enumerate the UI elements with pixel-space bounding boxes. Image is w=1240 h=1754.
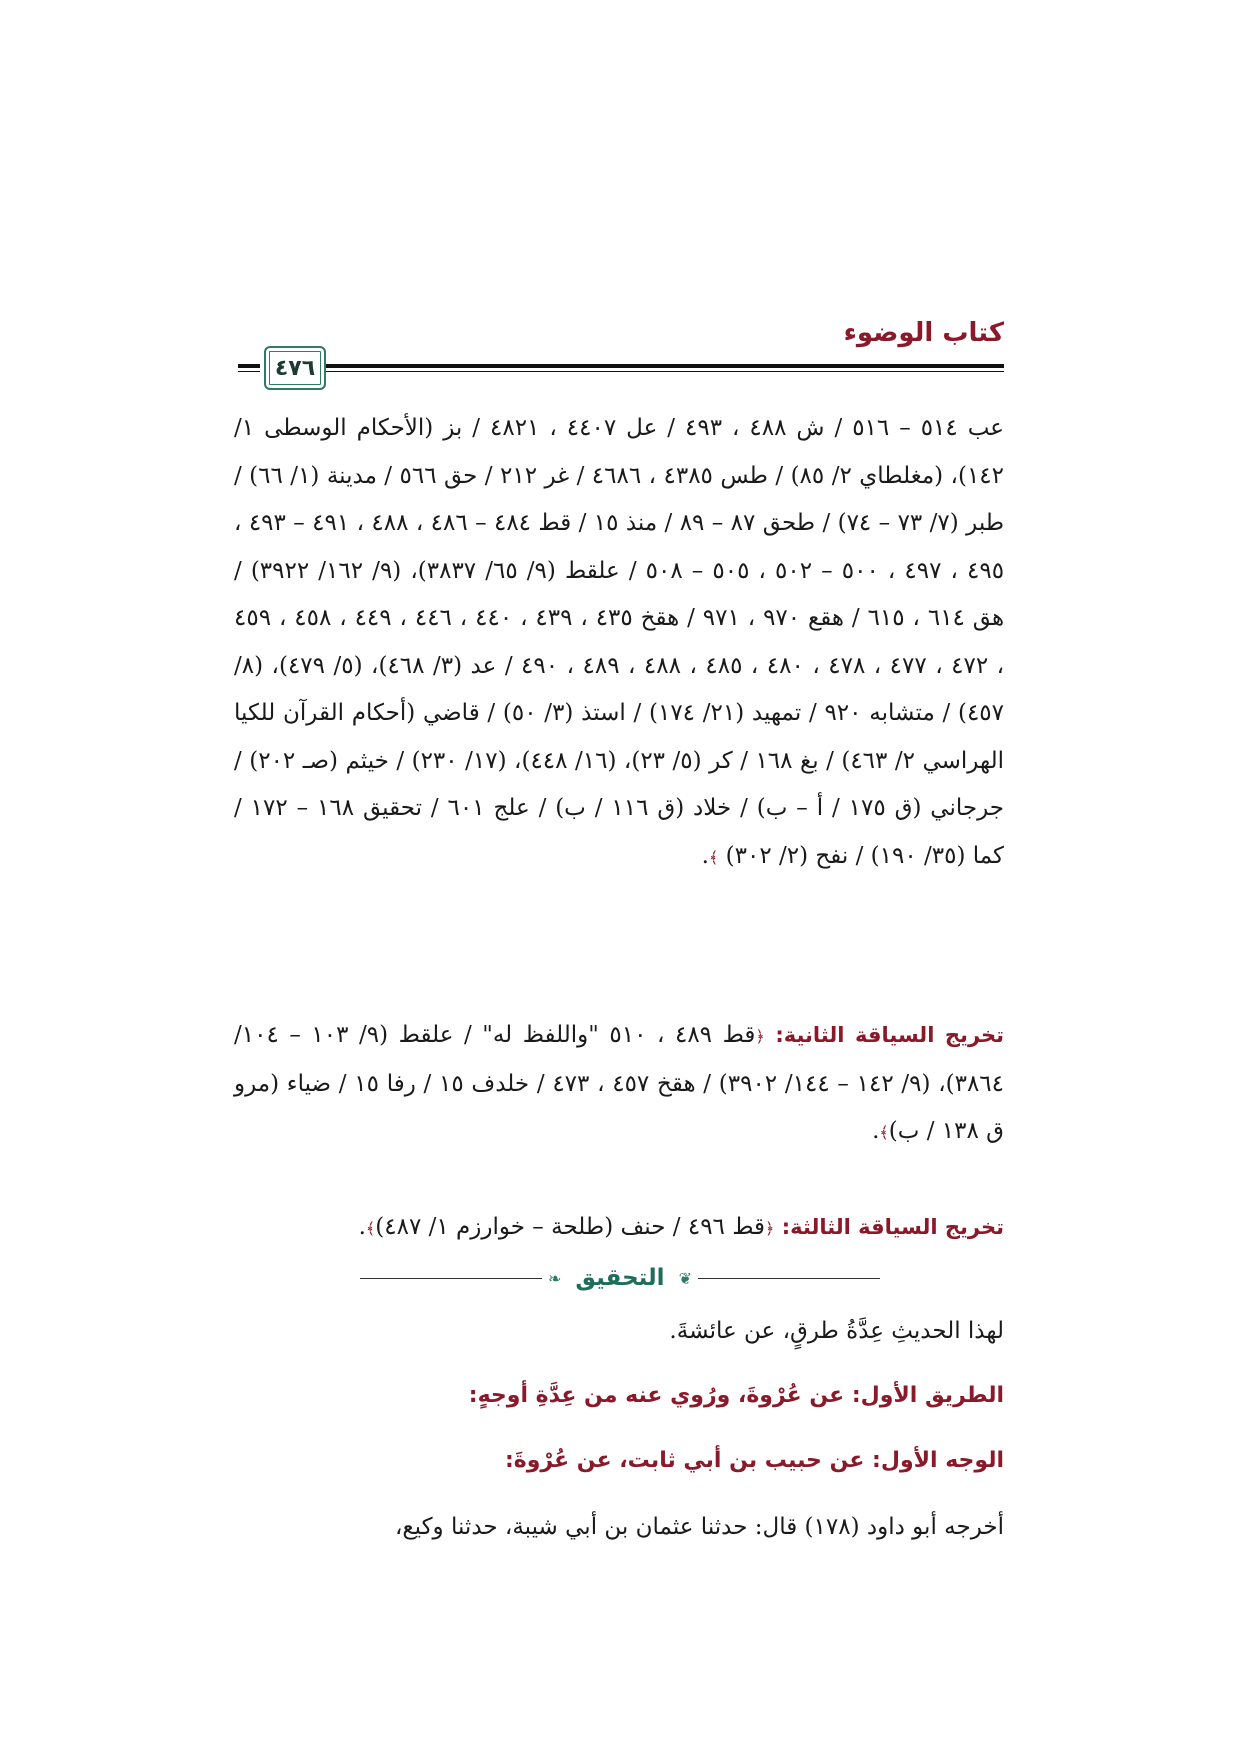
page-header bbox=[238, 318, 1004, 380]
page-number: ٤٧٦ bbox=[274, 355, 316, 381]
divider-title: التحقيق bbox=[575, 1265, 665, 1291]
ornament-open-3: ﴿ bbox=[765, 1219, 775, 1238]
section-3-paragraph: تخريج السياقة الثالثة: ﴿قط ٤٩٦ / حنف (طلحة – خوارزم ١/ ٤٨٧)﴾. bbox=[358, 1214, 1004, 1240]
references-paragraph: عب ٥١٤ – ٥١٦ / ش ٤٨٨ ، ٤٩٣ / عل ٤٤٠٧ ، ٤٨٢١ / بز (الأحكام الوسطى ١/ ١٤٢)، (مغلطاي ٢/ ٨٥) / طس ٤٣٨٥ ، ٤٦٨٦ / غر ٢١٢ / حق ٥٦٦ / مدينة (١/ ٦٦) / طبر (٧/ ٧٣ – ٧٤) / طحق ٨٧ – ٨٩ / منذ ١٥ / قط ٤٨٤ – ٤٨٦ ، ٤٨٨ ، ٤٩١ – ٤٩٣ ، ٤٩٥ ، ٤٩٧ ، ٥٠٠ – ٥٠٢ ، ٥٠٥ – ٥٠٨ / علقط (٩/ ٦٥/ ٣٨٣٧)، (٩/ ١٦٢/ ٣٩٢٢) / هق ٦١٤ ، ٦١٥ / هقع ٩٧٠ ، ٩٧١ / هقخ ٤٣٥ ، ٤٣٩ ، ٤٤٠ ، ٤٤٦ ، ٤٤٩ ، ٤٥٨ ، ٤٥٩ ، ٤٧٢ ، ٤٧٧ ، ٤٧٨ ، ٤٨٠ ، ٤٨٥ ، ٤٨٨ ، ٤٨٩ ، ٤٩٠ / عد (٣/ ٤٦٨)، (٥/ ٤٧٩)، (٨/ ٤٥٧) / متشابه ٩٢٠ / تمهيد (٢١/ ١٧٤) / استذ (٣/ ٥٠) / قاضي (أحكام القرآن للكيا الهراسي ٢/ ٤٦٣) / بغ ١٦٨ / كر (٥/ ٢٣)، (١٦/ ٤٤٨)، (١٧/ ٢٣٠) / خيثم (صـ ٢٠٢) / جرجاني (ق ١٧٥ / أ – ب) / خلاد (ق ١١٦ / ب) / علج ٦٠١ / تحقيق ١٦٨ – ١٧٢ / كما (٣٥/ ١٩٠) / نفح (٢/ ٣٠٢) ﴾. bbox=[234, 415, 1005, 869]
header-rule-left bbox=[238, 364, 260, 368]
ornament-close-1: ﴾ bbox=[708, 847, 719, 867]
divider-ornament-icon: ❧ bbox=[548, 1268, 562, 1288]
references-text: عب ٥١٤ – ٥١٦ / ش ٤٨٨ ، ٤٩٣ / عل ٤٤٠٧ ، ٤٨٢١ / بز (الأحكام الوسطى ١/ ١٤٢)، (مغلطاي ٢/ ٨٥) / طس ٤٣٨٥ ، ٤٦٨٦ / غر ٢١٢ / حق ٥٦٦ / مدينة (١/ ٦٦) / طبر (٧/ ٧٣ – ٧٤) / طحق ٨٧ – ٨٩ / منذ ١٥ / قط ٤٨٤ – ٤٨٦ ، ٤٨٨ ، ٤٩١ – ٤٩٣ ، ٤٩٥ ، ٤٩٧ ، ٥٠٠ – ٥٠٢ ، ٥٠٥ – ٥٠٨ / علقط (٩/ ٦٥/ ٣٨٣٧)، (٩/ ١٦٢/ ٣٩٢٢) / هق ٦١٤ ، ٦١٥ / هقع ٩٧٠ ، ٩٧١ / هقخ ٤٣٥ ، ٤٣٩ ، ٤٤٠ ، ٤٤٦ ، ٤٤٩ ، ٤٥٨ ، ٤٥٩ ، ٤٧٢ ، ٤٧٧ ، ٤٧٨ ، ٤٨٠ ، ٤٨٥ ، ٤٨٨ ، ٤٨٩ ، ٤٩٠ / عد (٣/ ٤٦٨)، (٥/ ٤٧٩)، (٨/ ٤٥٧) / متشابه ٩٢٠ / تمهيد (٢١/ ١٧٤) / استذ (٣/ ٥٠) / قاضي (أحكام القرآن للكيا الهراسي ٢/ ٤٦٣) / بغ ١٦٨ / كر (٥/ ٢٣)، (١٦/ ٤٤٨)، (١٧/ ٢٣٠) / خيثم (صـ ٢٠٢) / جرجاني (ق ١٧٥ / أ – ب) / خلاد (ق ١١٦ / ب) / علج ٦٠١ / تحقيق ١٦٨ – ١٧٢ / كما (٣٥/ ١٩٠) / نفح (٢/ ٣٠٢) bbox=[234, 415, 1005, 869]
section-3-label: تخريج السياقة الثالثة: bbox=[781, 1215, 1004, 1239]
section-2-paragraph: تخريج السياقة الثانية: ﴿قط ٤٨٩ ، ٥١٠ "واللفظ له" / علقط (٩/ ١٠٣ – ١٠٤/ ٣٨٦٤)، (٩/ ١٤٢ – ١٤٤/ ٣٩٠٢) / هقخ ٤٥٧ ، ٤٧٣ / خلدف ١٥ / رفا ١٥ / ضياء (مرو ق ١٣٨ / ب)﴾. bbox=[234, 1022, 1005, 1144]
ornament-close-2: ﴾ bbox=[879, 1123, 889, 1142]
section-3-text: قط ٤٩٦ / حنف (طلحة – خوارزم ١/ ٤٨٧) bbox=[375, 1214, 766, 1240]
header-rule-left-thin bbox=[238, 371, 260, 372]
divider-line-right bbox=[698, 1278, 880, 1279]
heading-aspect-1: الوجه الأول: عن حبيب بن أبي ثابت، عن عُرْوةَ: bbox=[504, 1448, 1004, 1473]
page-number-badge bbox=[264, 346, 326, 390]
section-divider bbox=[360, 1258, 880, 1298]
divider-ornament-icon: ❦ bbox=[678, 1268, 692, 1288]
ornament-close-3: ﴾ bbox=[365, 1219, 376, 1238]
header-rule-thin bbox=[290, 371, 1004, 372]
book-title: كتاب الوضوء bbox=[843, 318, 1004, 348]
ornament-open-2: ﴿ bbox=[755, 1027, 765, 1046]
header-rule-thick bbox=[290, 364, 1004, 368]
intro-line: لهذا الحديثِ عِدَّةُ طرقٍ، عن عائشةَ. bbox=[669, 1318, 1004, 1344]
narration-line: أخرجه أبو داود (١٧٨) قال: حدثنا عثمان بن أبي شيبة، حدثنا وكيع، bbox=[395, 1514, 1004, 1540]
section-2-text: قط ٤٨٩ ، ٥١٠ "واللفظ له" / علقط (٩/ ١٠٣ – ١٠٤/ ٣٨٦٤)، (٩/ ١٤٢ – ١٤٤/ ٣٩٠٢) / هقخ ٤٥٧ ، ٤٧٣ / خلدف ١٥ / رفا ١٥ / ضياء (مرو ق ١٣٨ / ب) bbox=[234, 1022, 1005, 1144]
section-2-label: تخريج السياقة الثانية: bbox=[775, 1023, 1005, 1047]
heading-path-1: الطريق الأول: عن عُرْوةَ، ورُوي عنه من عِدَّةِ أوجهٍ: bbox=[468, 1383, 1004, 1408]
divider-line-left bbox=[360, 1278, 542, 1279]
